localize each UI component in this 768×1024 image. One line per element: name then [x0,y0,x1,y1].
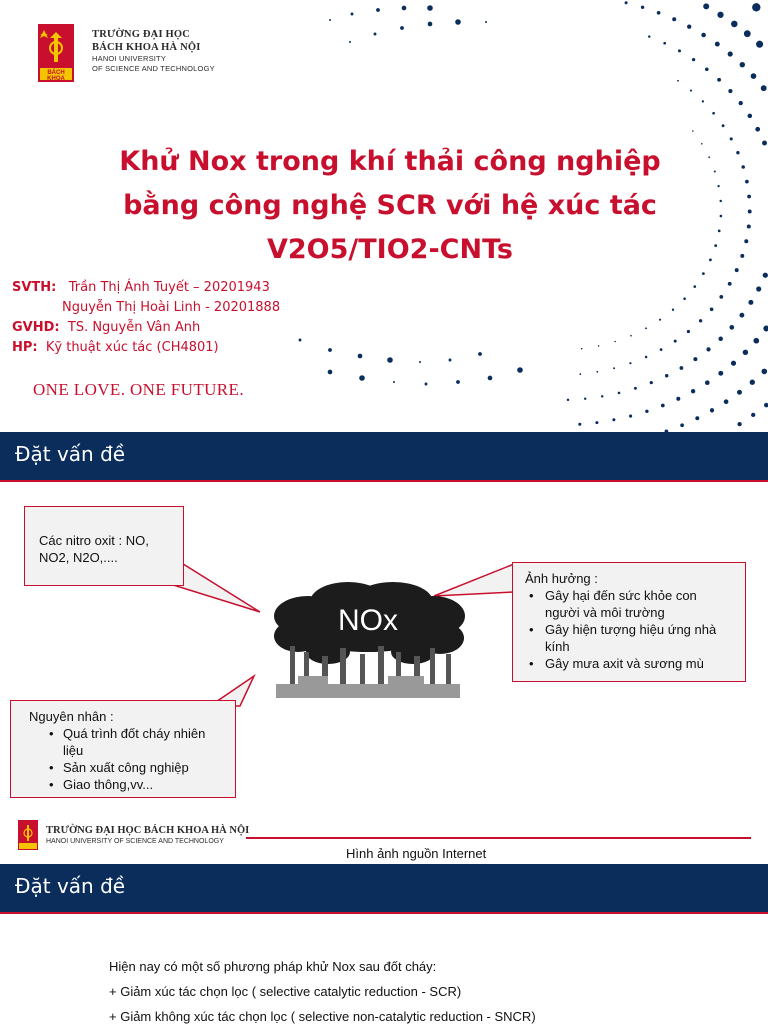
decor-dot [478,352,482,356]
decor-dot [677,80,679,82]
slide-header-title: Đặt vấn đề [15,442,126,466]
decor-dot [705,68,709,72]
decor-dot [595,421,598,424]
causes-item: • Giao thông,vv... [29,776,221,793]
problem-slide [0,432,768,864]
decor-dot [488,376,493,381]
methods-slide [0,864,768,1024]
methods-text [109,954,536,1024]
decor-dot [744,30,751,37]
decor-dot [717,12,723,18]
decor-dot [613,367,615,369]
decor-dot [680,423,684,427]
decor-dot [641,6,644,9]
decor-dot [387,357,393,363]
decor-dot [701,33,706,38]
title-slide [0,0,768,432]
decor-dot [428,22,433,27]
decor-dot [740,62,745,67]
decor-dot [663,42,666,45]
effects-list [525,587,731,672]
callout-left-text: Các nitro oxit : NO, NO2, N2O,.... [39,533,149,565]
decor-dot [650,381,653,384]
decor-dot [358,354,363,359]
decor-dot [763,326,768,332]
decor-dot [717,78,721,82]
decor-dot [739,101,743,105]
decor-dot [678,49,681,52]
presentation-title [60,140,720,272]
decor-dot [376,8,380,12]
decor-dot [745,180,749,184]
decor-dot [752,3,760,11]
logo-line-2: BÁCH KHOA HÀ NỘI [92,42,201,53]
decor-dot [674,340,677,343]
motto: ONE LOVE. ONE FUTURE. [33,380,244,399]
hust-logo-icon [38,24,74,82]
decor-dot [761,369,767,375]
decor-dot [719,295,723,299]
decor-dot [728,89,732,93]
decor-dot [584,397,586,399]
decor-dot [751,413,755,417]
decor-dot [702,272,705,275]
causes-item: • Quá trình đốt cháy nhiên liệu [29,725,221,759]
effects-item: • Gây mưa axit và sương mù [525,655,731,672]
methods-line: + Giảm không xúc tác chọn lọc ( selective non-catalytic reduction - SNCR) [109,1009,536,1024]
decor-dot [730,137,733,140]
nox-label: NOx [338,604,398,637]
decor-dot [756,286,761,291]
causes-title: Nguyên nhân : [29,709,114,724]
decor-dot [692,58,695,61]
effects-item: • Gây hại đến sức khỏe con người và môi trường [525,587,731,621]
image-caption: Hình ảnh nguồn Internet [346,846,487,861]
decor-dot [718,337,722,341]
student-1: Trần Thị Ánh Tuyết – 20201943 [68,280,270,295]
callout-effects [512,562,746,682]
logo-line-1: TRƯỜNG ĐẠI HỌC [92,29,191,40]
decor-dot [687,25,691,29]
decor-dot [692,130,694,132]
title-line-1: Khử Nox trong khí thải công nghiệp [119,146,661,177]
logo-line-4: OF SCIENCE AND TECHNOLOGY [92,64,215,73]
decor-dot [349,41,351,43]
decor-dot [687,330,690,333]
decor-dot [755,127,760,132]
decor-dot [629,415,632,418]
decor-dot [748,210,752,214]
decor-dot [427,5,433,11]
decor-dot [715,42,720,47]
decor-dot [665,374,668,377]
decor-dot [400,26,404,30]
decor-dot [629,362,631,364]
decor-dot [579,373,581,375]
decor-dot [601,395,603,397]
course-name: Kỹ thuật xúc tác (CH4801) [45,340,219,355]
decor-dot [680,366,684,370]
decor-dot [485,21,487,23]
decor-dot [729,325,734,330]
decor-dot [578,423,581,426]
hust-logo-icon [18,820,38,850]
decor-dot [517,367,523,373]
decor-dot [329,19,331,21]
decor-dot [614,341,616,343]
decor-dot [683,297,686,300]
methods-line: + Giảm xúc tác chọn lọc ( selective catalytic reduction - SCR) [109,984,462,999]
decor-dot [741,165,745,169]
effects-title: Ảnh hưởng : [525,571,598,586]
gvhd-label: GVHD: [12,320,60,335]
decor-dot [710,408,714,412]
author-info [12,278,280,358]
decor-dot [596,371,598,373]
decor-dot [737,422,741,426]
decor-dot [328,348,332,352]
decor-dot [402,6,407,11]
factory-smoke-illustration [268,580,468,708]
decor-dot [695,416,699,420]
decor-dot [657,11,661,15]
decor-dot [744,239,748,243]
decor-dot [634,387,637,390]
decor-dot [706,347,710,351]
decor-dot [449,359,452,362]
footer-logo-line-1: TRƯỜNG ĐẠI HỌC BÁCH KHOA HÀ NỘI [46,825,250,836]
decor-dot [743,350,748,355]
decor-dot [699,319,702,322]
decor-dot [753,338,759,344]
svth-label: SVTH: [12,280,57,295]
decor-dot [756,41,763,48]
decor-dot [393,381,395,383]
decor-dot [581,348,583,350]
decor-dot [705,380,710,385]
decor-dot [739,313,744,318]
decor-dot [722,124,725,127]
decor-dot [456,380,460,384]
decor-dot [419,361,421,363]
logo-badge-text: BÁCH KHOA [47,70,65,82]
causes-list [29,725,221,793]
decor-dot [702,100,704,102]
decor-dot [737,390,742,395]
title-line-3: V2O5/TIO2-CNTs [266,234,513,265]
decor-dot [703,3,709,9]
decor-dot [750,380,755,385]
decor-dot [731,361,736,366]
decor-dot [676,397,680,401]
causes-item: • Sản xuất công nghiệp [29,759,221,776]
decor-dot [748,300,753,305]
footer-rule [246,837,751,839]
decor-dot [761,85,767,91]
decor-dot [712,112,715,115]
footer-logo-line-2: HANOI UNIVERSITY OF SCIENCE AND TECHNOLOGY [46,838,224,845]
decor-dot [374,33,377,36]
decor-dot [645,356,648,359]
decor-dot [763,273,768,278]
decor-dot [718,371,723,376]
decor-dot [328,370,333,375]
decor-dot [672,309,674,311]
decor-dot [645,327,647,329]
decor-dot [598,345,600,347]
decor-dot [693,357,697,361]
effects-item: • Gây hiện tượng hiệu ứng nhà kính [525,621,731,655]
decor-dot [710,308,714,312]
decor-dot [672,17,676,21]
decor-dot [567,399,569,401]
decor-dot [691,389,695,393]
slide-header-title: Đặt vấn đề [15,874,126,898]
decor-dot [693,285,696,288]
decor-dot [661,404,665,408]
decor-dot [728,282,732,286]
decor-dot [645,410,648,413]
decor-dot [747,195,751,199]
advisor-name: TS. Nguyễn Vân Anh [67,320,201,335]
decor-dot [736,151,739,154]
decor-dot [299,339,302,342]
footer-university-logo [18,820,249,850]
decor-dot [660,348,663,351]
methods-line: Hiện nay có một số phương pháp khử Nox sau đốt cháy: [109,959,437,974]
decor-dot [659,319,661,321]
title-line-2: bằng công nghệ SCR với hệ xúc tác [123,190,657,221]
decor-dot [648,35,650,37]
decor-dot [748,114,753,119]
decor-dot [351,13,354,16]
decor-dot [762,141,767,146]
callout-causes [10,700,236,798]
logo-line-3: HANOI UNIVERSITY [92,54,167,63]
decor-dot [751,73,757,79]
student-2: Nguyễn Thị Hoài Linh - 20201888 [62,300,281,315]
decor-dot [625,1,628,4]
slide-header-bar [0,432,768,482]
decor-dot [455,19,461,25]
slide-header-bar [0,864,768,914]
decor-dot [618,392,621,395]
decor-dot [359,375,365,381]
decor-dot [690,90,692,92]
hp-label: HP: [12,340,38,355]
callout-nitrogen-oxides [24,506,184,586]
decor-dot [747,225,751,229]
decor-dot [724,399,729,404]
decor-dot [612,418,615,421]
decor-dot [425,383,428,386]
decor-dot [735,268,739,272]
decor-dot [740,254,744,258]
decor-dot [728,51,733,56]
decor-dot [731,21,738,28]
decor-dot [764,403,768,408]
university-logo [38,24,215,82]
decor-dot [630,335,632,337]
